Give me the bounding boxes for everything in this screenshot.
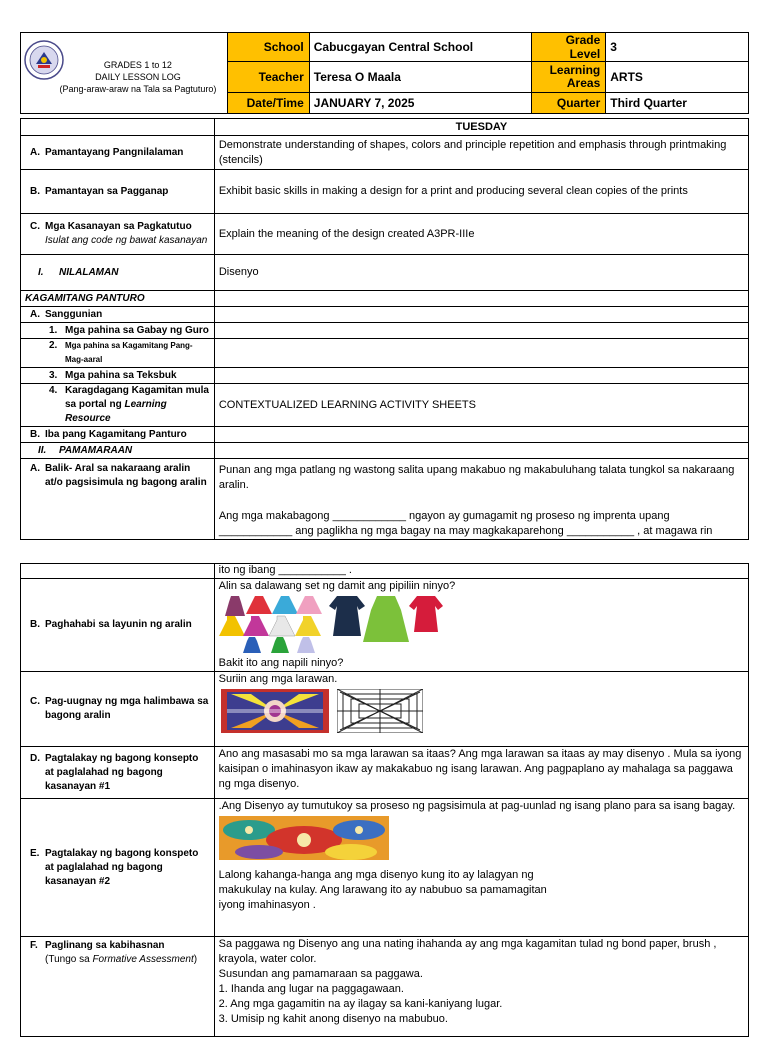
header-title-3: (Pang-araw-araw na Tala sa Pagtuturo) xyxy=(59,83,217,94)
nilalaman-value: Disenyo xyxy=(214,255,748,291)
header-title-2: DAILY LESSON LOG xyxy=(95,71,181,82)
school-value: Cabucgayan Central School xyxy=(309,33,532,62)
row-b-label-cell: B. Pamantayan sa Pagganap xyxy=(21,170,215,214)
paglinang-value xyxy=(214,937,748,1037)
lesson-table xyxy=(20,118,749,540)
pagtalakay-1-label-cell: D. Pagtalakay ng bagong konsepto at paglalahad ng bagong kasanayan #1 xyxy=(21,747,215,799)
row-b-value: Exhibit basic skills in making a design for a print and producing several clean copies of the prints xyxy=(214,170,748,214)
sanggunian-item-1: 1. Mga pahina sa Gabay ng Guro xyxy=(21,323,215,339)
design-images xyxy=(219,689,744,733)
dress-set-2-image xyxy=(329,594,445,656)
balik-paragraph-1: Punan ang mga patlang ng wastong salita upang makabuo ng makabuluhang talata tungkol sa nakaraang aralin. xyxy=(218,464,735,491)
continued-text: ito ng ibang ___________ . xyxy=(214,564,748,579)
lesson-table-continued xyxy=(20,563,749,1037)
pagtalakay-2-label-cell: E. Pagtalakay ng bagong konspeto at paglalahad ng bagong kasanayan #2 xyxy=(21,799,215,937)
learning-areas-value: ARTS xyxy=(606,62,749,93)
header-table xyxy=(20,32,749,114)
colorful-design-image xyxy=(219,816,389,860)
teacher-label: Teacher xyxy=(227,62,309,93)
paghahabi-label-cell: B. Paghahabi sa layunin ng aralin xyxy=(21,579,215,672)
pag-uugnay-value xyxy=(214,672,748,747)
nilalaman-label-cell: I. NILALAMAN xyxy=(21,255,215,291)
row-c-label-cell: C. Mga Kasanayan sa Pagkatutuo Isulat ang code ng bawat kasanayan xyxy=(21,214,215,255)
header-title-cell xyxy=(21,33,228,114)
balik-paragraph-2: Ang mga makabagong ____________ ngayon ay gumagamit ng proseso ng imprenta upang ____________ ang paglikha ng mga bagay na may magkakaparehong ___________ , at magawa rin xyxy=(218,510,713,537)
quarter-label: Quarter xyxy=(532,93,606,114)
pagtalakay-2-text-2: Lalong kahanga-hanga ang mga disenyo kung ito ay lalagyan ng makukulay na kulay. Ang larawang ito ay nabubuo sa pamamagitan iyong imahinasyon . xyxy=(218,869,547,911)
pamamaraan-label-cell: II. PAMAMARAAN xyxy=(21,443,215,459)
pag-uugnay-label-cell: C. Pag-uugnay ng mga halimbawa sa bagong aralin xyxy=(21,672,215,747)
pag-uugnay-text: Suriin ang mga larawan. xyxy=(218,673,338,685)
teacher-value: Teresa O Maala xyxy=(309,62,532,93)
pagtalakay-2-text-1: .Ang Disenyo ay tumutukoy sa proseso ng pagsisimula at pag-uunlad ng isang plano para sa isang bagay. xyxy=(218,800,736,812)
balik-value xyxy=(214,459,748,540)
color-design-image xyxy=(221,689,329,733)
paglinang-step-3: 3. Umisip ng kahit anong disenyo na mabubuo. xyxy=(218,1013,448,1025)
sanggunian-item-4: 4. Karagdagang Kagamitan mula sa portal ng Learning Resource xyxy=(21,384,215,427)
paglinang-text-1: Sa paggawa ng Disenyo ang una nating ihahanda ay ang mga kagamitan tulad ng bond paper, brush , krayola, water color. xyxy=(218,938,717,965)
line-design-image xyxy=(337,689,423,733)
kagamitan-label: KAGAMITANG PANTURO xyxy=(21,291,215,307)
sanggunian-item-3: 3. Mga pahina sa Teksbuk xyxy=(21,368,215,384)
grade-label: Grade Level xyxy=(532,33,606,62)
dress-set-1-image xyxy=(219,594,329,656)
paglinang-text-2: Susundan ang pamamaraan sa paggawa. xyxy=(218,968,423,980)
pagtalakay-1-value: Ano ang masasabi mo sa mga larawan sa itaas? Ang mga larawan sa itaas ay may disenyo . Mula sa iyong kaisipan o imahinasyon ikaw ay makakabuo ng isang larawan. Ang pagpaplano ay mahalaga sa paggawa ng mga disenyo. xyxy=(214,747,748,799)
row-a-value: Demonstrate understanding of shapes, colors and principle repetition and emphasis through printmaking (stencils) xyxy=(214,136,748,170)
date-label: Date/Time xyxy=(227,93,309,114)
header-title-1: GRADES 1 to 12 xyxy=(103,59,172,70)
learning-areas-label: Learning Areas xyxy=(532,62,606,93)
sanggunian-label-cell: A. Sanggunian xyxy=(21,307,215,323)
quarter-value: Third Quarter xyxy=(606,93,749,114)
balik-label-cell: A. Balik- Aral sa nakaraang aralin at/o pagsisimula ng bagong aralin xyxy=(21,459,215,540)
date-value: JANUARY 7, 2025 xyxy=(309,93,532,114)
iba-label-cell: B. Iba pang Kagamitang Panturo xyxy=(21,427,215,443)
grade-value: 3 xyxy=(606,33,749,62)
sanggunian-item-4-value: CONTEXTUALIZED LEARNING ACTIVITY SHEETS xyxy=(214,384,748,427)
paghahabi-question-2: Bakit ito ang napili ninyo? xyxy=(218,657,344,669)
day-header: TUESDAY xyxy=(214,119,748,136)
pagtalakay-2-value xyxy=(214,799,748,937)
paghahabi-question-1: Alin sa dalawang set ng damit ang pipiliin ninyo? xyxy=(218,580,456,592)
row-c-value: Explain the meaning of the design created A3PR-IIIe xyxy=(214,214,748,255)
paglinang-step-2: 2. Ang mga gagamitin na ay ilagay sa kani-kaniyang lugar. xyxy=(218,998,503,1010)
row-a-label-cell: A. Pamantayang Pangnilalaman xyxy=(21,136,215,170)
paghahabi-value xyxy=(214,579,748,672)
school-label: School xyxy=(227,33,309,62)
paglinang-label-cell: F. Paglinang sa kabihasnan (Tungo sa Formative Assessment) xyxy=(21,937,215,1037)
dresses-image xyxy=(219,594,744,656)
sanggunian-item-2: 2. Mga pahina sa Kagamitang Pang-Mag-aaral xyxy=(21,339,215,368)
paglinang-step-1: 1. Ihanda ang lugar na paggagawaan. xyxy=(218,983,404,995)
